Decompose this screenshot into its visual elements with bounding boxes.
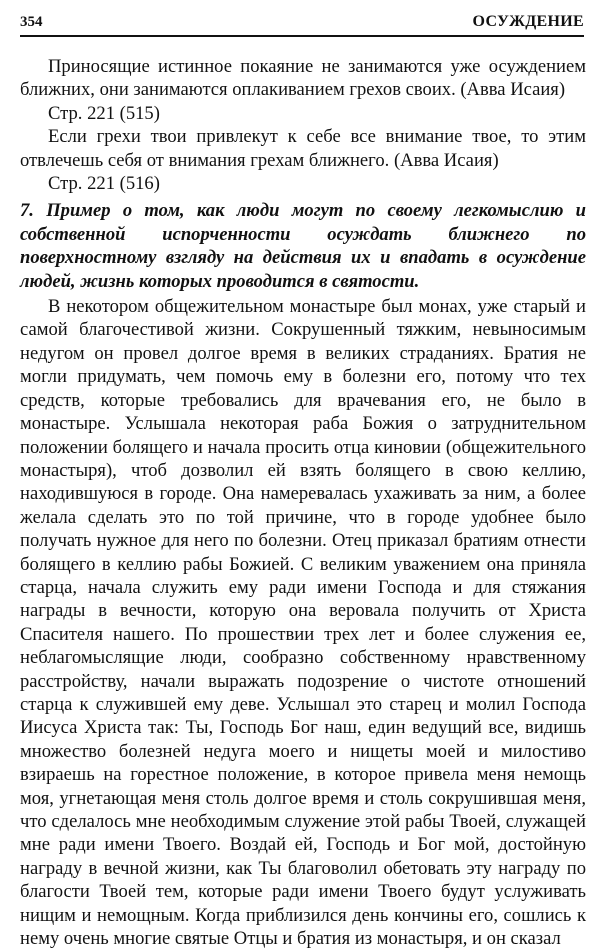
page-reference: Стр. 221 (515) xyxy=(48,102,160,124)
quote-paragraph: Если грехи твои привлекут к себе все внимание твое, то этим отвлечешь себя от внимания грехам ближнего. (Авва Исаия) xyxy=(20,126,586,171)
body-text xyxy=(20,55,586,950)
quote-paragraph: Приносящие истинное покаяние не занимаются уже осуждением ближних, они занимаются оплакиванием грехов своих. (Авва Исаия) xyxy=(20,56,586,101)
page-header xyxy=(20,10,584,34)
section-heading: 7. Пример о том, как люди могут по своему легкомыслию и собственной испорченности осуждать ближнего по поверхностному взгляду на действия их и впадать в осуждение людей, жизнь которых проводится в святости. xyxy=(20,200,586,292)
story-paragraph: В некотором общежительном монастыре был монах, уже старый и самой благочестивой жизни. Сокрушенный тяжким, невыносимым недугом он провел долгое время в великих страданиях. Братия не могли придумать, чем помочь ему в болезни его, потому что тех средств, которые требовались для врачевания его, не было в монастыре. Услышала некоторая раба Божия о затруднительном положении болящего и начала просить отца киновии (общежительного монастыря), чтоб дозволил ей взять болящего в свою келлию, находившуюся в городе. Она намеревалась ухаживать за ним, а более желала сделать это по той причине, что в городе удобнее было получать нужное для него по болезни. Отец приказал братиям отнести болящего в келлию рабы Божией. С великим уважением она приняла старца, начала служить ему ради имени Господа и для стяжания награды в вечности, которую она веровала получить от Христа Спасителя нашего. По прошествии трех лет и более служения ее, неблагомыслящие люди, сообразно собственному нравственному расстройству, начали выражать подозрение о чистоте отношений старца к служившей ему деве. Услышал это старец и молил Господа Иисуса Христа так: Ты, Господь Бог наш, един ведущий все, видишь множество болезней недуга моего и нищеты моей и милостиво взираешь на горестное положение, в которое привела меня немощь моя, угнетающая меня столь долгое время и столь сокрушившая меня, что сделалось мне необходимым служение этой рабы Твоей, служащей мне ради имени Твоего. Воздай ей, Господь и Бог мой, достойную награду в вечной жизни, как Ты благоволил обетовать эту награду по благости Твоей тем, которые ради имени Твоего будут услуживать нищим и немощным. Когда приблизился день кончины его, сошлись к нему очень многие святые Отцы и братия из монастыря, и он сказал xyxy=(20,296,586,950)
header-rule xyxy=(20,35,584,37)
running-title: ОСУЖДЕНИЕ xyxy=(472,13,584,30)
page-reference: Стр. 221 (516) xyxy=(48,173,160,195)
page-number: 354 xyxy=(20,14,43,30)
